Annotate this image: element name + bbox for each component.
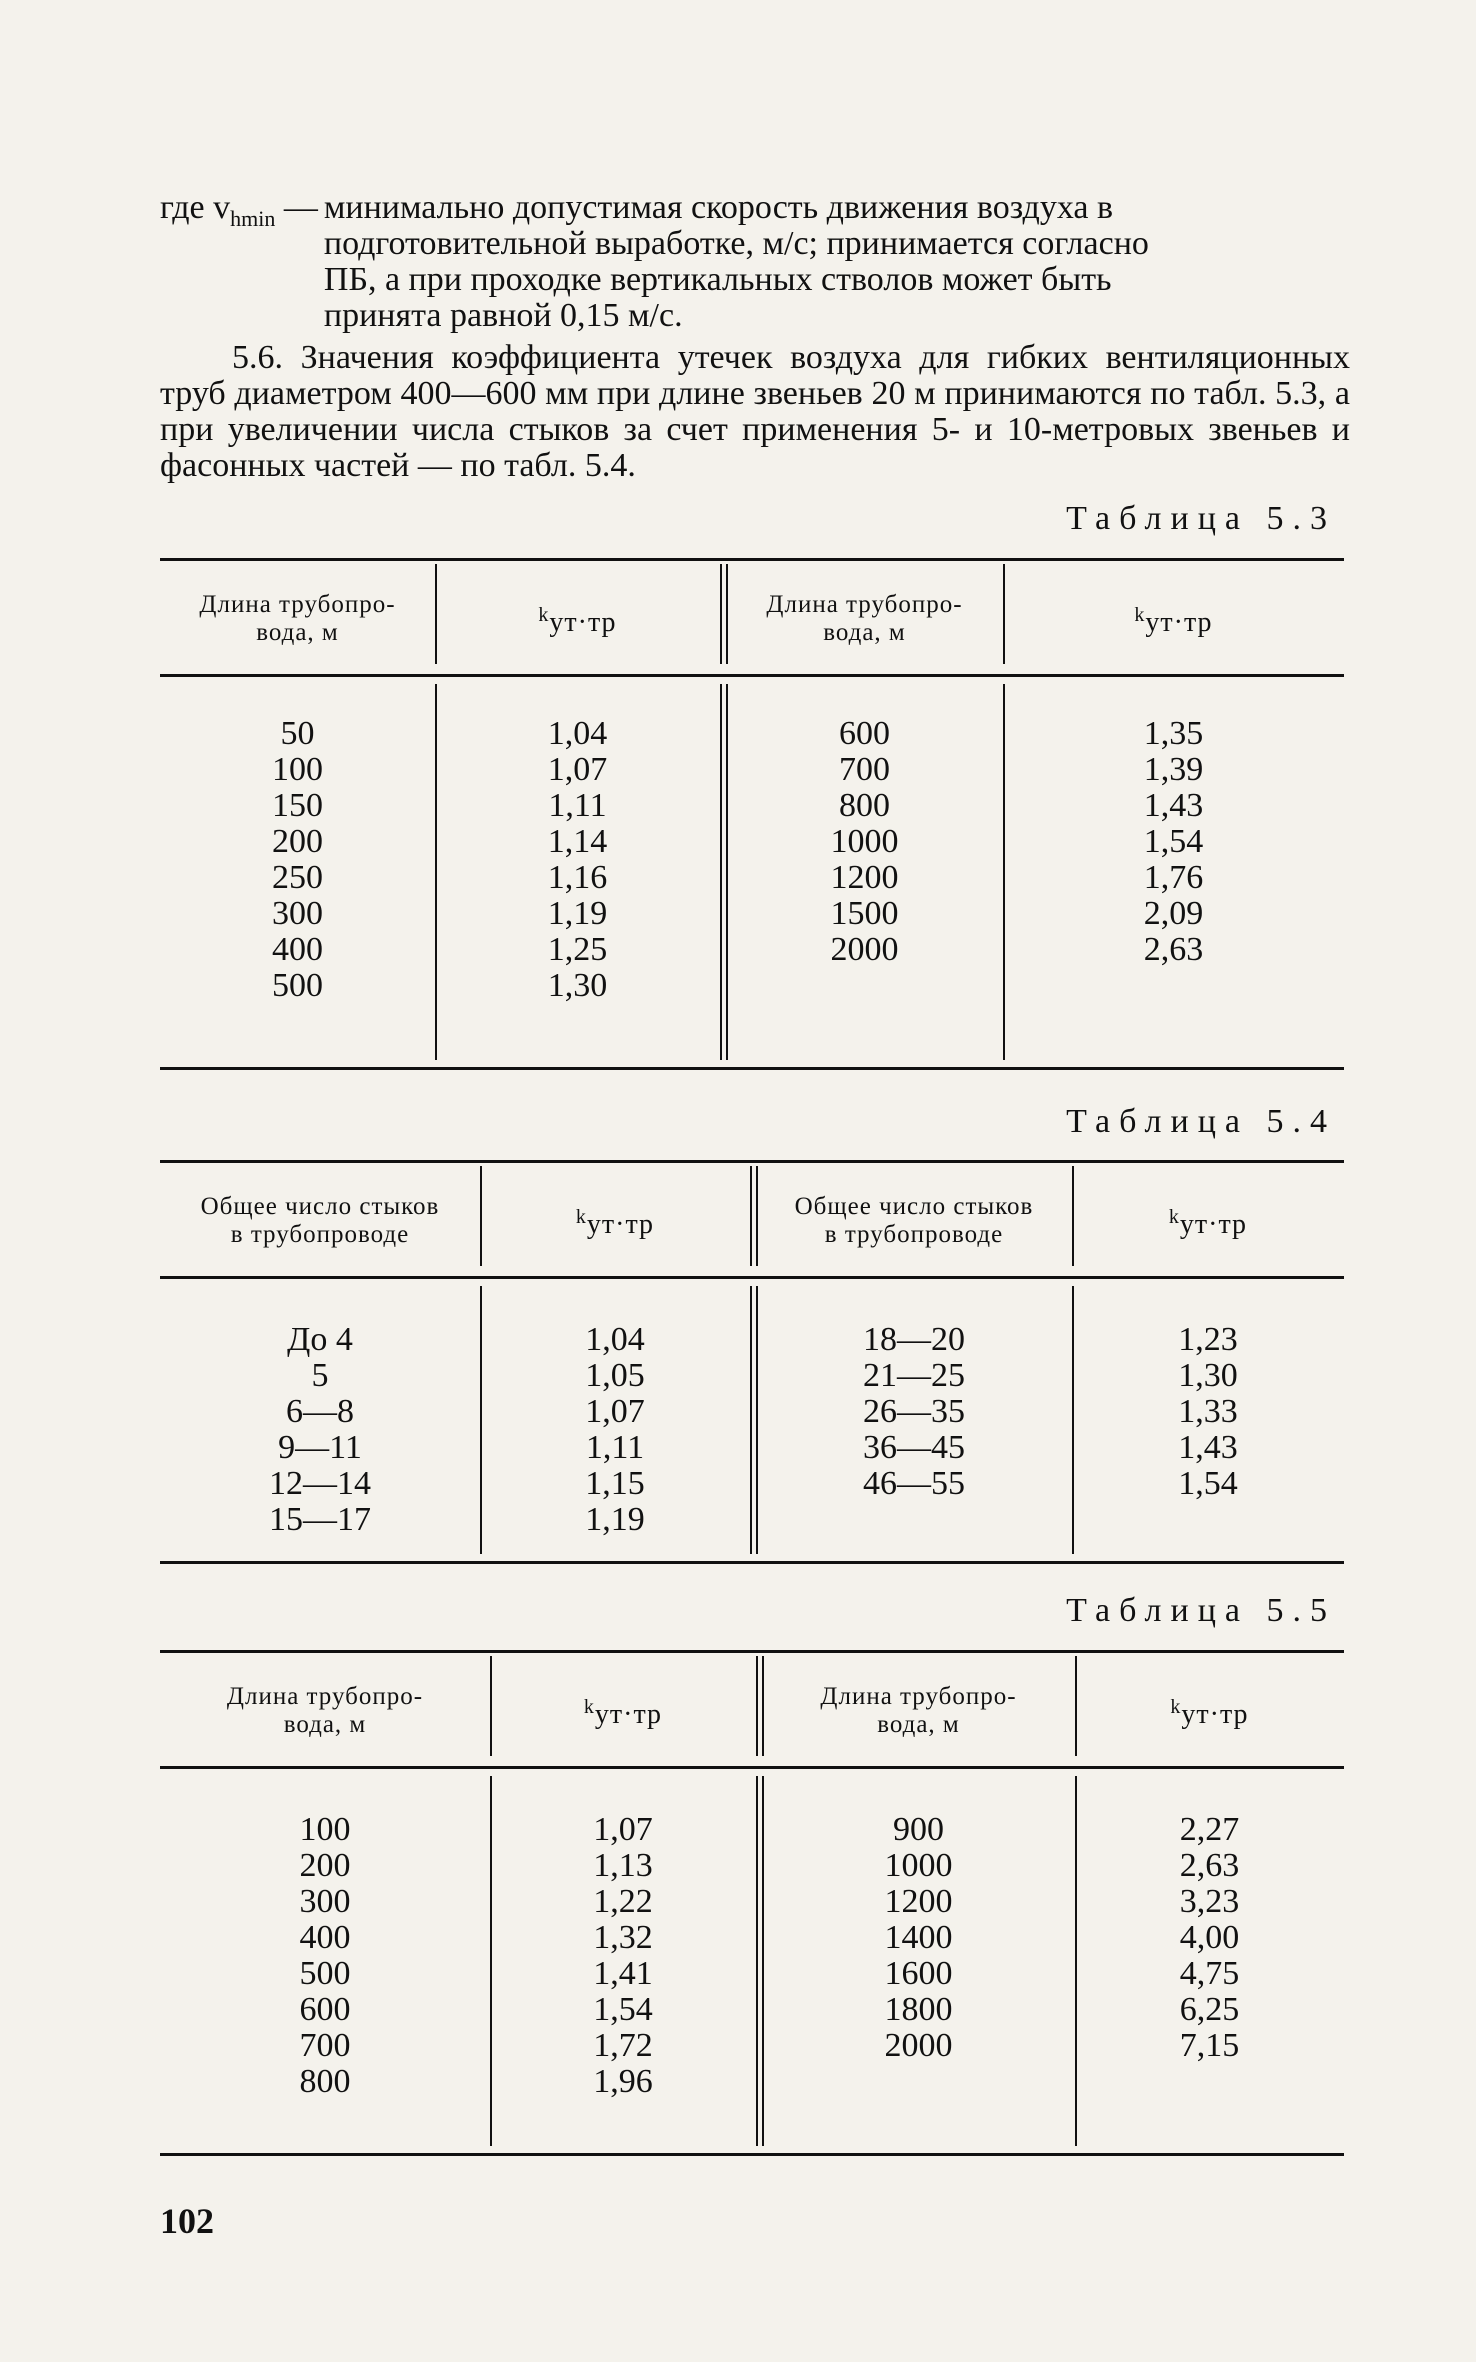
table-cell: 36—45 [863,1429,965,1466]
table-rule-header [160,1766,1344,1769]
table-cell: 1,19 [547,895,608,932]
table-cell: 1400 [884,1919,953,1956]
table-cell: 1,04 [547,715,608,752]
table-cell: 1,30 [1178,1357,1238,1394]
table-cell: 2,63 [1143,931,1204,968]
where-line: принята равной 0,15 м/с. [323,297,683,334]
table-cell: 1500 [830,895,899,932]
table-cell: 1,54 [593,1991,653,2028]
table-cell: 9—11 [278,1429,362,1466]
where-explanation [318,190,1149,334]
table-5-4 [160,1160,1344,1564]
table-rule-bottom [160,1067,1344,1070]
table-cell: 2000 [830,931,899,968]
table-cell: 26—35 [863,1393,965,1430]
table-cell: 1600 [884,1955,953,1992]
table-rule-header [160,674,1344,677]
table-cell: 50 [280,715,315,752]
table-cell: 1,11 [585,1429,645,1466]
table-cell: 1,07 [593,1811,653,1848]
table-cell: 500 [272,967,323,1004]
table-cell: 1,30 [547,967,608,1004]
where-definition [160,190,1350,334]
column-left-lengths [160,1812,490,2100]
table-cell: 15—17 [269,1501,371,1538]
page-number: 102 [160,2201,214,2241]
where-line: минимально допустимая скорость движения воздуха в [323,189,1114,226]
table-cell: 700 [839,751,890,788]
table-cell: 1,23 [1178,1321,1238,1358]
table-cell: 46—55 [863,1465,965,1502]
column-right-k [1072,1322,1344,1502]
table-cell: 400 [272,931,323,968]
table-cell: 1,13 [593,1847,653,1884]
header-length: Длина трубопро- вода, м [226,1683,424,1738]
header-k: $^k$ут·тр [583,1696,663,1730]
intro-text [160,190,1350,484]
table-cell: 2,27 [1179,1811,1240,1848]
table-5-5-caption: Таблица 5.5 [1066,1592,1336,1629]
table-cell: 2,09 [1143,895,1204,932]
table-cell: 6—8 [286,1393,354,1430]
column-left-joints [160,1322,480,1538]
table-cell: 800 [299,2063,351,2100]
table-cell: 18—20 [863,1321,965,1358]
table-cell: 6,25 [1179,1991,1240,2028]
column-right-joints [756,1322,1072,1502]
table-cell: 1,35 [1143,715,1204,752]
table-cell: 250 [272,859,323,896]
table-rule-bottom [160,2153,1344,2156]
table-cell: 1000 [830,823,899,860]
table-cell: 1,54 [1143,823,1204,860]
column-right-k [1003,716,1344,968]
table-cell: 1,11 [548,787,607,824]
header-length-right: Длина трубопро- вода, м [820,1683,1017,1738]
column-left-k [490,1812,756,2100]
table-cell: 1,15 [585,1465,645,1502]
table-cell: 21—25 [863,1357,965,1394]
table-rule-header [160,1276,1344,1279]
table-cell: 3,23 [1179,1883,1240,1920]
table-cell: 700 [299,2027,351,2064]
header-joints: Общее число стыков в трубопроводе [200,1193,440,1248]
table-cell: 4,00 [1179,1919,1240,1956]
table-cell: 1,96 [593,2063,653,2100]
header-joints-right: Общее число стыков в трубопроводе [794,1193,1034,1248]
table-cell: 1,04 [585,1321,645,1358]
table-5-3 [160,558,1344,1070]
table-cell: 1,33 [1178,1393,1238,1430]
header-k-right: $^k$ут·тр [1168,1206,1248,1240]
column-left-lengths [160,716,435,1004]
table-5-3-caption: Таблица 5.3 [1066,500,1336,537]
header-length-right: Длина трубопро- вода, м [766,591,963,646]
table-cell: 1,07 [585,1393,645,1430]
table-cell: 4,75 [1179,1955,1240,1992]
table-cell: 1,14 [547,823,608,860]
table-cell: 1,76 [1143,859,1204,896]
table-cell: 1,19 [585,1501,645,1538]
table-cell: 1000 [884,1847,953,1884]
where-line: ПБ, а при проходке вертикальных стволов может быть [323,261,1112,298]
table-cell: 1,16 [547,859,608,896]
table-cell: 1,72 [593,2027,653,2064]
paragraph-5-6: 5.6. Значения коэффициента утечек воздуха для гибких вентиляционных труб диаметром 400—600 мм при длине звеньев 20 м принимаются по табл. 5.3, а при увеличении числа стыков за счет применения 5- и 10-метровых звеньев и фасонных частей — по табл. 5.4. [160,339,1350,484]
table-cell: 150 [272,787,323,824]
table-cell: 400 [299,1919,351,1956]
table-cell: 200 [272,823,323,860]
table-cell: 7,15 [1179,2027,1240,2064]
table-cell: 300 [272,895,323,932]
table-cell: 900 [893,1811,944,1848]
table-cell: 300 [299,1883,351,1920]
where-subscript: hmin [230,205,276,231]
table-cell: 1,43 [1143,787,1204,824]
column-right-lengths [726,716,1003,968]
column-right-k [1075,1812,1344,2064]
header-length: Длина трубопро- вода, м [199,591,396,646]
table-cell: 100 [299,1811,351,1848]
where-prefix: где v [160,189,231,226]
table-cell: 1,43 [1178,1429,1238,1466]
table-cell: 1,54 [1178,1465,1238,1502]
table-cell: 1,32 [593,1919,653,1956]
table-rule-top [160,558,1344,561]
table-cell: 2000 [884,2027,953,2064]
table-cell: 12—14 [269,1465,371,1502]
table-cell: 1200 [884,1883,953,1920]
table-5-5 [160,1650,1344,2156]
where-line: подготовительной выработке, м/с; принимается согласно [323,225,1149,262]
table-cell: 1800 [884,1991,953,2028]
table-rule-top [160,1160,1344,1163]
table-cell: 500 [299,1955,351,1992]
table-5-4-caption: Таблица 5.4 [1066,1103,1336,1140]
column-left-k [435,716,720,1004]
where-dash: — [275,189,318,226]
table-cell: 1,05 [585,1357,645,1394]
table-cell: 600 [299,1991,351,2028]
table-cell: 100 [272,751,323,788]
table-cell: 600 [839,715,890,752]
table-cell: 800 [839,787,890,824]
header-k: $^k$ут·тр [575,1206,655,1240]
table-cell: 1200 [830,859,899,896]
header-k-right: $^k$ут·тр [1170,1696,1249,1730]
table-cell: 1,39 [1143,751,1204,788]
table-cell: 1,25 [547,931,608,968]
table-cell: 1,22 [593,1883,653,1920]
table-cell: 1,41 [593,1955,653,1992]
column-left-k [480,1322,750,1538]
table-cell: 1,07 [547,751,608,788]
column-right-lengths [762,1812,1075,2064]
table-cell: 5 [311,1357,329,1394]
header-k-right: $^k$ут·тр [1134,604,1213,638]
table-cell: 200 [299,1847,351,1884]
header-k: $^k$ут·тр [538,604,617,638]
table-rule-bottom [160,1561,1344,1564]
table-rule-top [160,1650,1344,1653]
table-cell: До 4 [287,1321,353,1358]
table-cell: 2,63 [1179,1847,1240,1884]
